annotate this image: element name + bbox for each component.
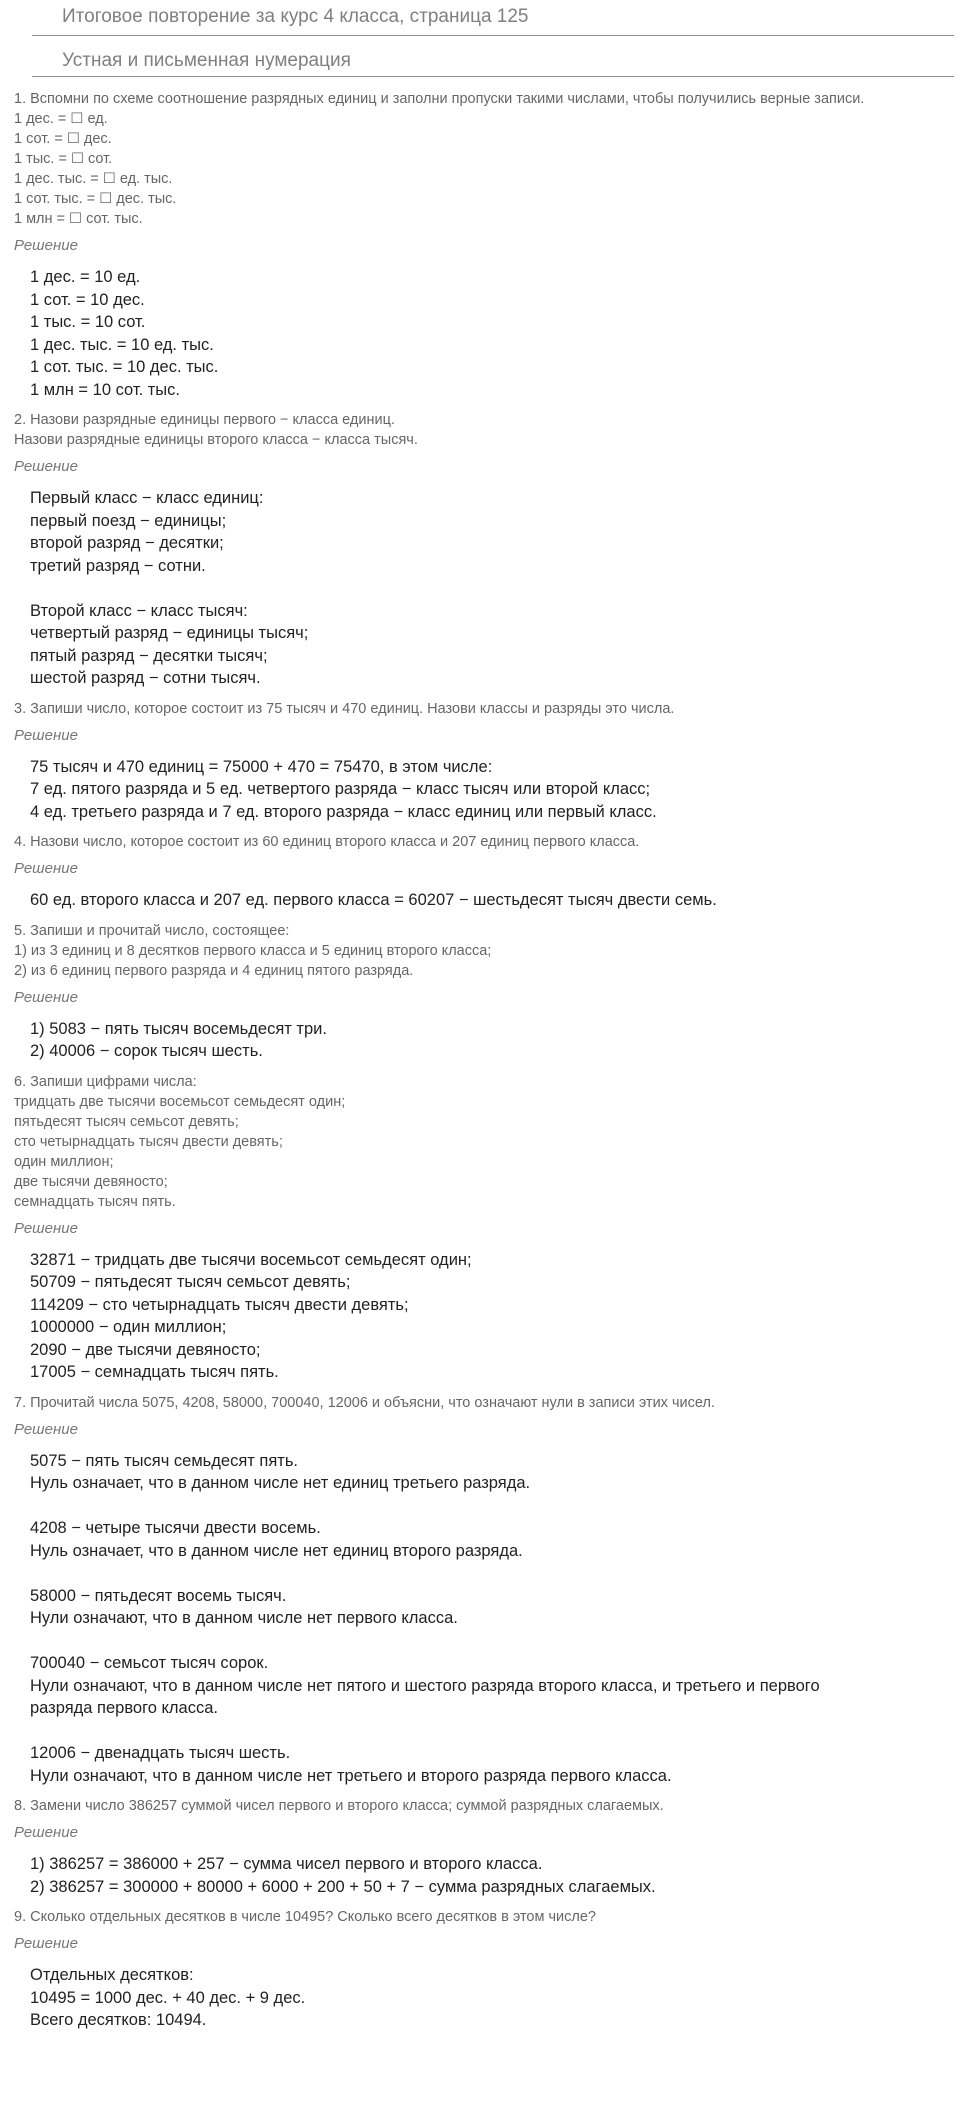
solution-text xyxy=(30,266,954,401)
task-4 xyxy=(14,832,954,912)
solution-line xyxy=(30,1495,954,1518)
task-7 xyxy=(14,1393,954,1788)
solution-line xyxy=(30,1562,954,1585)
task-3 xyxy=(14,699,954,824)
solution-line: 17005 − семнадцать тысяч пять. xyxy=(30,1363,279,1381)
task-text: 5. Запиши и прочитай число, состоящее: 1) из 3 единиц и 8 десятков первого класса и 5 единиц второго класса; 2) из 6 единиц первого разряда и 4 единиц пятого разряда. xyxy=(14,922,492,979)
task-8 xyxy=(14,1796,954,1898)
solution-line: 2090 − две тысячи девяносто; xyxy=(30,1340,261,1359)
solution-line: Нули означают, что в данном числе нет первого класса. xyxy=(30,1609,458,1627)
solution-label: Решение xyxy=(14,237,78,254)
solution-text xyxy=(30,1249,954,1384)
solution-text xyxy=(30,1018,954,1063)
solution-label: Решение xyxy=(14,1824,78,1841)
solution-line: Нули означают, что в данном числе нет пятого и шестого разряда второго класса, и третьего и первого xyxy=(30,1676,820,1695)
solution-line: 4 ед. третьего разряда и 7 ед. второго разряда − класс единиц или первый класс. xyxy=(30,802,657,821)
task-9 xyxy=(14,1907,954,2032)
task-text: 6. Запиши цифрами числа: тридцать две тысячи восемьсот семьдесят один; пятьдесят тысяч семьсот девять; сто четырнадцать тысяч двести девять; один миллион; две тысячи девяносто; семнадцать тысяч пять. xyxy=(14,1073,346,1210)
solution-line: 1 дес. тыс. = 10 ед. тыс. xyxy=(30,335,214,354)
solution-line: 2) 40006 − сорок тысяч шесть. xyxy=(30,1042,263,1060)
task-5 xyxy=(14,921,954,1063)
solution-label: Решение xyxy=(14,988,78,1006)
solution-line: 1 сот. тыс. = 10 дес. тыс. xyxy=(30,358,219,376)
solution-line: третий разряд − сотни. xyxy=(30,556,206,575)
solution-line: 114209 − сто четырнадцать тысяч двести девять; xyxy=(30,1295,409,1314)
solution-line: 2) 386257 = 300000 + 80000 + 6000 + 200 + 50 + 7 − сумма разрядных слагаемых. xyxy=(30,1877,656,1896)
solution-line: 1 млн = 10 сот. тыс. xyxy=(30,380,180,399)
solution-line: 7 ед. пятого разряда и 5 ед. четвертого разряда − класс тысяч или второй класс; xyxy=(30,780,651,798)
solution-line: 1) 5083 − пять тысяч восемьдесят три. xyxy=(30,1019,327,1038)
solution-line: второй разряд − десятки; xyxy=(30,534,224,552)
solution-line: Нуль означает, что в данном числе нет единиц второго разряда. xyxy=(30,1541,523,1560)
solution-text xyxy=(30,1964,954,2032)
solution-line: 1) 386257 = 386000 + 257 − сумма чисел первого и второго класса. xyxy=(30,1855,543,1873)
solution-label: Решение xyxy=(14,1935,78,1952)
solution-text xyxy=(30,1853,954,1898)
task-text: 9. Сколько отдельных десятков в числе 10495? Сколько всего десятков в этом числе? xyxy=(14,1909,596,1925)
solution-text xyxy=(30,487,954,690)
solution-label: Решение xyxy=(14,1420,78,1438)
solution-text xyxy=(30,889,954,912)
solution-label: Решение xyxy=(14,860,78,877)
solution-text xyxy=(30,756,954,824)
task-1 xyxy=(14,89,954,401)
solution-line: 60 ед. второго класса и 207 ед. первого класса = 60207 − шестьдесят тысяч двести семь. xyxy=(30,891,717,909)
solution-line xyxy=(30,1630,954,1653)
solution-line: шестой разряд − сотни тысяч. xyxy=(30,669,261,687)
solution-line: пятый разряд − десятки тысяч; xyxy=(30,646,268,665)
solution-line: разряда первого класса. xyxy=(30,1699,218,1717)
solution-line: Нули означают, что в данном числе нет третьего и второго разряда первого класса. xyxy=(30,1766,672,1785)
solution-line xyxy=(30,577,954,600)
page-title: Итоговое повторение за курс 4 класса, страница 125 xyxy=(32,0,954,36)
solution-line: 32871 − тридцать две тысячи восемьсот семьдесят один; xyxy=(30,1250,472,1269)
task-text: 7. Прочитай числа 5075, 4208, 58000, 700040, 12006 и объясни, что означают нули в записи этих чисел. xyxy=(14,1394,715,1411)
task-text: 3. Запиши число, которое состоит из 75 тысяч и 470 единиц. Назови классы и разряды это числа. xyxy=(14,700,675,717)
solution-line: 4208 − четыре тысячи двести восемь. xyxy=(30,1519,321,1537)
solution-line: четвертый разряд − единицы тысяч; xyxy=(30,624,309,642)
solution-line: 1 тыс. = 10 сот. xyxy=(30,313,146,331)
solution-line: первый поезд − единицы; xyxy=(30,511,227,530)
solution-line: Второй класс − класс тысяч: xyxy=(30,601,248,620)
solution-label: Решение xyxy=(14,458,78,475)
section-title: Устная и письменная нумерация xyxy=(32,40,954,77)
solution-line: 700040 − семьсот тысяч сорок. xyxy=(30,1654,269,1672)
solution-line: Нуль означает, что в данном числе нет единиц третьего разряда. xyxy=(30,1474,531,1492)
solution-text xyxy=(30,1450,954,1788)
task-2 xyxy=(14,410,954,690)
task-text: 4. Назови число, которое состоит из 60 единиц второго класса и 207 единиц первого класса. xyxy=(14,834,640,850)
solution-line: Отдельных десятков: xyxy=(30,1966,194,1984)
solution-line: 58000 − пятьдесят восемь тысяч. xyxy=(30,1586,287,1605)
solution-line: 12006 − двенадцать тысяч шесть. xyxy=(30,1744,291,1762)
solution-line: 1 дес. = 10 ед. xyxy=(30,268,141,286)
task-text: 2. Назови разрядные единицы первого − класса единиц. Назови разрядные единицы второго класса − класса тысяч. xyxy=(14,412,418,448)
solution-line: Всего десятков: 10494. xyxy=(30,2011,207,2029)
solution-line: Первый класс − класс единиц: xyxy=(30,489,264,507)
solution-line: 50709 − пятьдесят тысяч семьсот девять; xyxy=(30,1273,351,1291)
solution-label: Решение xyxy=(14,1219,78,1237)
solution-line: 1 сот. = 10 дес. xyxy=(30,290,145,309)
solution-line: 1000000 − один миллион; xyxy=(30,1318,227,1336)
task-text: 8. Замени число 386257 суммой чисел первого и второго класса; суммой разрядных слагаемых. xyxy=(14,1798,664,1814)
solution-line: 75 тысяч и 470 единиц = 75000 + 470 = 75470, в этом числе: xyxy=(30,757,493,776)
solution-label: Решение xyxy=(14,726,78,744)
task-6 xyxy=(14,1072,954,1384)
solution-line: 5075 − пять тысяч семьдесят пять. xyxy=(30,1451,299,1470)
task-text: 1. Вспомни по схеме соотношение разрядных единиц и заполни пропуски такими числами, чтобы получились верные записи. 1 дес. = ☐ ед. 1 сот. = ☐ дес. 1 тыс. = ☐ сот. 1 дес. тыс. = ☐ ед. тыс. 1 сот. тыс. = ☐ дес. тыс. 1 млн = ☐ сот. тыс. xyxy=(14,91,865,227)
solution-line xyxy=(30,1720,954,1743)
task-list xyxy=(14,89,954,2032)
solution-line: 10495 = 1000 дес. + 40 дес. + 9 дес. xyxy=(30,1988,306,2007)
